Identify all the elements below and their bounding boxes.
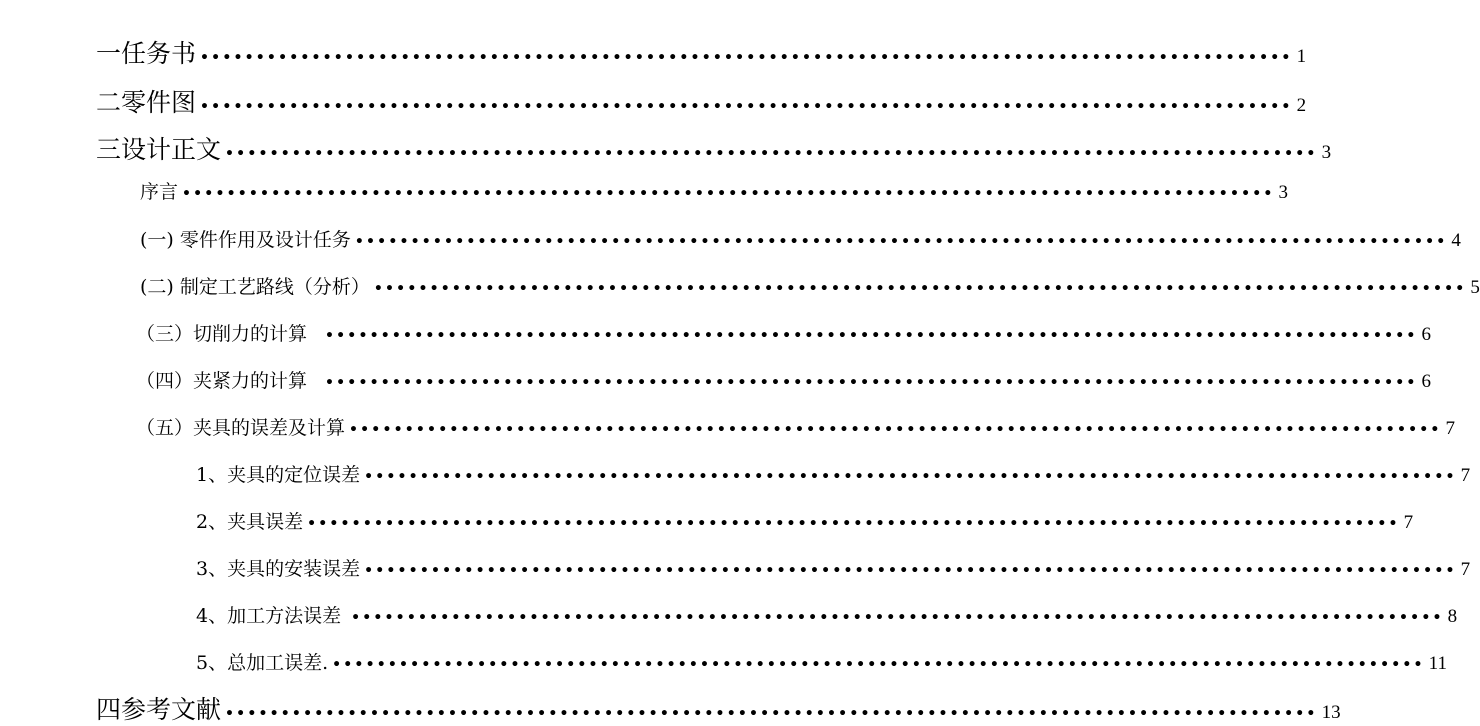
toc-dot-leader: •••••••••••••••••••••••••••••••••••••••••••••••••••••••••••••••••••••••••••••••••••••••••••••••••• bbox=[332, 657, 1425, 673]
toc-entry-number: 四 bbox=[96, 695, 122, 724]
toc-entry-page: 6 bbox=[1421, 324, 1432, 345]
toc-entry-page: 6 bbox=[1421, 371, 1432, 392]
toc-entry-title: 参考文献 bbox=[121, 695, 222, 724]
toc-entry-page: 11 bbox=[1428, 653, 1447, 674]
toc-entry-title: 4、加工方法误差 bbox=[196, 605, 342, 627]
toc-entry-section-5[interactable] bbox=[136, 413, 1456, 440]
toc-entry-section-2[interactable] bbox=[140, 272, 1480, 299]
toc-dot-leader: •••••••••••••••••••••••••••••••••••••••••••••••••••••••••••••••••••••••••••••••••••••••••••••••••• bbox=[364, 563, 1457, 579]
toc-dot-leader: •••••••••••••••••••••••••••••••••••••••••••••••••••••••••••••••••••••••••••••••••••••••••••••••••• bbox=[349, 422, 1442, 438]
toc-dot-leader: •••••••••••••••••••••••••••••••••••••••••••••••••••••••••••••••••••••••••••••••••••••••••••••••••• bbox=[351, 610, 1444, 626]
toc-dot-leader: •••••••••••••••••••••••••••••••••••••••••••••••••••••••••••••••••••••••••••••••••••••••••••••••••• bbox=[307, 516, 1400, 532]
toc-entry-title: （三）切削力的计算 bbox=[136, 323, 308, 345]
toc-entry-page: 7 bbox=[1445, 418, 1456, 439]
toc-entry-page: 13 bbox=[1321, 702, 1341, 723]
toc-entry-section-4[interactable] bbox=[136, 366, 1432, 393]
toc-entry-number: 二 bbox=[96, 88, 122, 117]
toc-entry-title: (二) 制定工艺路线（分析） bbox=[140, 276, 370, 298]
toc-entry-sub-5-3[interactable] bbox=[196, 554, 1471, 581]
toc-dot-leader: •••••••••••••••••••••••••••••••••••••••••••••••••••••••••••••••••••••••••••••••••••••••••••••••••• bbox=[225, 146, 1318, 162]
toc-entry-title: 3、夹具的安装误差 bbox=[196, 558, 361, 580]
toc-entry-title: 任务书 bbox=[121, 39, 197, 68]
toc-entry-title: (一) 零件作用及设计任务 bbox=[140, 229, 351, 251]
toc-entry-preface[interactable] bbox=[140, 177, 1289, 204]
toc-dot-leader: •••••••••••••••••••••••••••••••••••••••••••••••••••••••••••••••••••••••••••••••••••••••••••••••••• bbox=[225, 706, 1318, 722]
toc-entry-title: 2、夹具误差 bbox=[196, 511, 304, 533]
toc-dot-leader: •••••••••••••••••••••••••••••••••••••••••••••••••••••••••••••••••••••••••••••••••••••••••••••••••• bbox=[325, 328, 1418, 344]
toc-entry-page: 4 bbox=[1451, 230, 1461, 251]
toc-entry-title: （四）夹紧力的计算 bbox=[136, 370, 308, 392]
toc-entry-title: 设计正文 bbox=[121, 135, 222, 164]
toc-entry-sub-5-2[interactable] bbox=[196, 507, 1414, 534]
toc-entry-title: 5、总加工误差. bbox=[196, 652, 329, 674]
toc-dot-leader: •••••••••••••••••••••••••••••••••••••••••••••••••••••••••••••••••••••••••••••••••••••••••••••••••• bbox=[182, 186, 1275, 202]
toc-entry-design-text[interactable] bbox=[96, 130, 1332, 166]
toc-entry-sub-5-4[interactable] bbox=[196, 601, 1458, 628]
toc-entry-page: 7 bbox=[1460, 559, 1471, 580]
toc-entry-section-3[interactable] bbox=[136, 319, 1432, 346]
toc-entry-references[interactable] bbox=[96, 690, 1341, 726]
toc-entry-number: 三 bbox=[96, 135, 122, 164]
toc-entry-sub-5-1[interactable] bbox=[196, 460, 1471, 487]
toc-dot-leader: •••••••••••••••••••••••••••••••••••••••••••••••••••••••••••••••••••••••••••••••••••••••••••••••••• bbox=[325, 375, 1418, 391]
toc-entry-page: 3 bbox=[1278, 182, 1289, 203]
toc-dot-leader: •••••••••••••••••••••••••••••••••••••••••••••••••••••••••••••••••••••••••••••••••••••••••••••••••• bbox=[200, 50, 1293, 66]
toc-entry-page: 7 bbox=[1460, 465, 1471, 486]
toc-entry-title: 序言 bbox=[140, 181, 179, 203]
toc-entry-task-book[interactable] bbox=[96, 34, 1307, 70]
toc-entry-title: （五）夹具的误差及计算 bbox=[136, 417, 346, 439]
toc-entry-title: 零件图 bbox=[121, 88, 197, 117]
toc-entry-section-1[interactable] bbox=[140, 225, 1461, 252]
toc-dot-leader: •••••••••••••••••••••••••••••••••••••••••••••••••••••••••••••••••••••••••••••••••••••••••••••••••• bbox=[373, 281, 1467, 297]
toc-entry-part-drawing[interactable] bbox=[96, 83, 1307, 119]
toc-entry-number: 一 bbox=[96, 39, 122, 68]
toc-entry-page: 1 bbox=[1296, 46, 1307, 67]
toc-entry-sub-5-5[interactable] bbox=[196, 648, 1447, 675]
toc-dot-leader: •••••••••••••••••••••••••••••••••••••••••••••••••••••••••••••••••••••••••••••••••••••••••••••••••• bbox=[364, 469, 1457, 485]
toc-entry-page: 8 bbox=[1447, 606, 1458, 627]
toc-entry-title: 1、夹具的定位误差 bbox=[196, 464, 361, 486]
toc-entry-page: 5 bbox=[1470, 277, 1480, 298]
toc-dot-leader: •••••••••••••••••••••••••••••••••••••••••••••••••••••••••••••••••••••••••••••••••••••••••••••••••• bbox=[354, 234, 1448, 250]
toc-dot-leader: •••••••••••••••••••••••••••••••••••••••••••••••••••••••••••••••••••••••••••••••••••••••••••••••••• bbox=[200, 99, 1293, 115]
toc-entry-page: 2 bbox=[1296, 95, 1307, 116]
toc-entry-page: 7 bbox=[1403, 512, 1414, 533]
toc-entry-page: 3 bbox=[1321, 142, 1332, 163]
